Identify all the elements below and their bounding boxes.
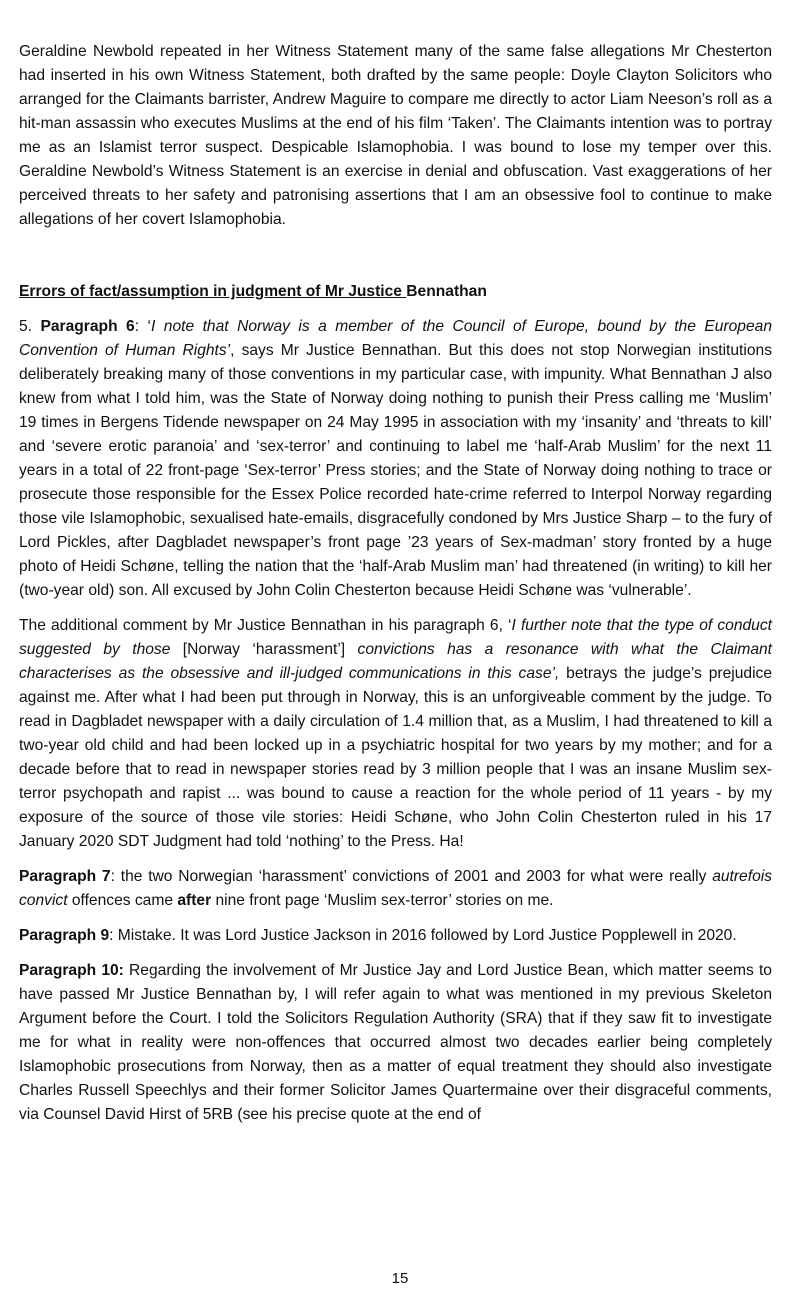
paragraph-7-italic: autrefois convict [19,868,772,909]
paragraph-additional-lead: The additional comment by Mr Justice Bennathan in his paragraph 6, ‘ [19,617,512,634]
paragraph-5-quote: I note that Norway is a member of the Council of Europe, bound by the European Convention of Human Rights’ [19,318,772,359]
paragraph-5-sep: : ‘ [134,318,151,335]
paragraph-additional-bracket: [Norway ‘harassment’] [170,641,358,658]
page-number: 15 [391,1270,409,1287]
paragraph-10-label: Paragraph 10: [19,962,124,979]
paragraph-7-text-1: : the two Norwegian ‘harassment’ convictions of 2001 and 2003 for what were really [110,868,713,885]
paragraph-9 [19,924,772,948]
document-body [19,40,772,1138]
paragraph-7 [19,865,772,913]
paragraph-additional-quote-2: convictions has a resonance with what the Claimant characterises as the obsessive and ill-judged communications in this case’, [19,641,773,682]
paragraph-7-text-3: nine front page ‘Muslim sex-terror’ stories on me. [211,892,554,909]
paragraph-7-bold: after [177,892,212,909]
section-heading-underlined: Errors of fact/assumption in judgment of Mr Justice [19,283,407,300]
paragraph-7-label: Paragraph 7 [19,868,111,885]
paragraph-5-label: Paragraph 6 [40,318,135,335]
paragraph-5-text: , says Mr Justice Bennathan. But this does not stop Norwegian institutions deliberately breaking many of those conventions in my particular case, with impunity. What Bennathan J also knew from what I told him, was the State of Norway doing nothing to punish their Press calling me ‘Muslim’ 19 times in Bergens Tidende newspaper on 24 May 1995 in association with my ‘insanity’ and ‘threats to kill’ and ‘severe erotic paranoia’ and ‘sex-terror’ and continuing to label me ‘half-Arab Muslim’ for the next 11 years in a total of 22 front-page ‘Sex-terror’ Press stories; and the State of Norway doing nothing to trace or prosecute those responsible for the Essex Police recorded hate-crime referred to Interpol Norway regarding those vile Islamophobic, sexualised hate-emails, disgracefully condoned by Mrs Justice Sharp – to the fury of Lord Pickles, after Dagbladet newspaper’s front page ’23 years of Sex-madman’ story fronted by a huge photo of Heidi Schøne, telling the nation that the ‘half-Arab Muslim man’ had threatened (in writing) to kill her (two-year old) son. All excused by John Colin Chesterton because Heidi Schøne was ‘vulnerable’. [19,342,772,599]
paragraph-5-number: 5. [19,318,41,335]
paragraph-5 [19,315,772,603]
intro-paragraph [19,40,772,232]
section-heading [19,280,772,304]
section-heading-rest: Bennathan [406,283,487,300]
paragraph-7-text-2: offences came [67,892,178,909]
paragraph-9-label: Paragraph 9 [19,927,110,944]
intro-text: Geraldine Newbold repeated in her Witness Statement many of the same false allegations Mr Chesterton had inserted in his own Witness Statement, both drafted by the same people: Doyle Clayton Solicitors who arranged for the Claimants barrister, Andrew Maguire to compare me directly to actor Liam Neeson’s roll as a hit-man assassin who executes Muslims at the end of his film ‘Taken’. The Claimants intention was to portray me as an Islamist terror suspect. Despicable Islamophobia. I was bound to lose my temper over this. Geraldine Newbold’s Witness Statement is an exercise in denial and obfuscation. Vast exaggerations of her perceived threats to her safety and patronising assertions that I am an obsessive fool to continue to make allegations of her covert Islamophobia. [19,43,772,228]
paragraph-additional-quote-1: I further note that the type of conduct suggested by those [19,617,772,658]
paragraph-10-text: Regarding the involvement of Mr Justice Jay and Lord Justice Bean, which matter seems to have passed Mr Justice Bennathan by, I will refer again to what was mentioned in my previous Skeleton Argument before the Court. I told the Solicitors Regulation Authority (SRA) that if they saw fit to investigate me for what in reality were non-offences that occurred almost two decades earlier being completely Islamophobic prosecutions from Norway, then as a matter of equal treatment they should also investigate Charles Russell Speechlys and their former Solicitor James Quartermaine over their disgraceful comments, via Counsel David Hirst of 5RB (see his precise quote at the end of [19,962,772,1123]
paragraph-9-text: : Mistake. It was Lord Justice Jackson in 2016 followed by Lord Justice Popplewell in 2020. [109,927,737,944]
paragraph-additional [19,614,772,854]
paragraph-10 [19,959,772,1127]
paragraph-additional-text: betrays the judge’s prejudice against me. After what I had been put through in Norway, this is an unforgiveable comment by the judge. To read in Dagbladet newspaper with a daily circulation of 1.4 million that, as a Muslim, I had threatened to kill a two-year old child and had been locked up in a psychiatric hospital for two years by my mother; and for a decade before that to read in newspaper stories read by 3 million people that I was an insane Muslim sex-terror psychopath and rapist ... was bound to cause a reaction for the whole period of 11 years - by my exposure of the source of those vile stories: Heidi Schøne, who John Colin Chesterton ruled in his 17 January 2020 SDT Judgment had told ‘nothing’ to the Press. Ha! [19,665,773,850]
